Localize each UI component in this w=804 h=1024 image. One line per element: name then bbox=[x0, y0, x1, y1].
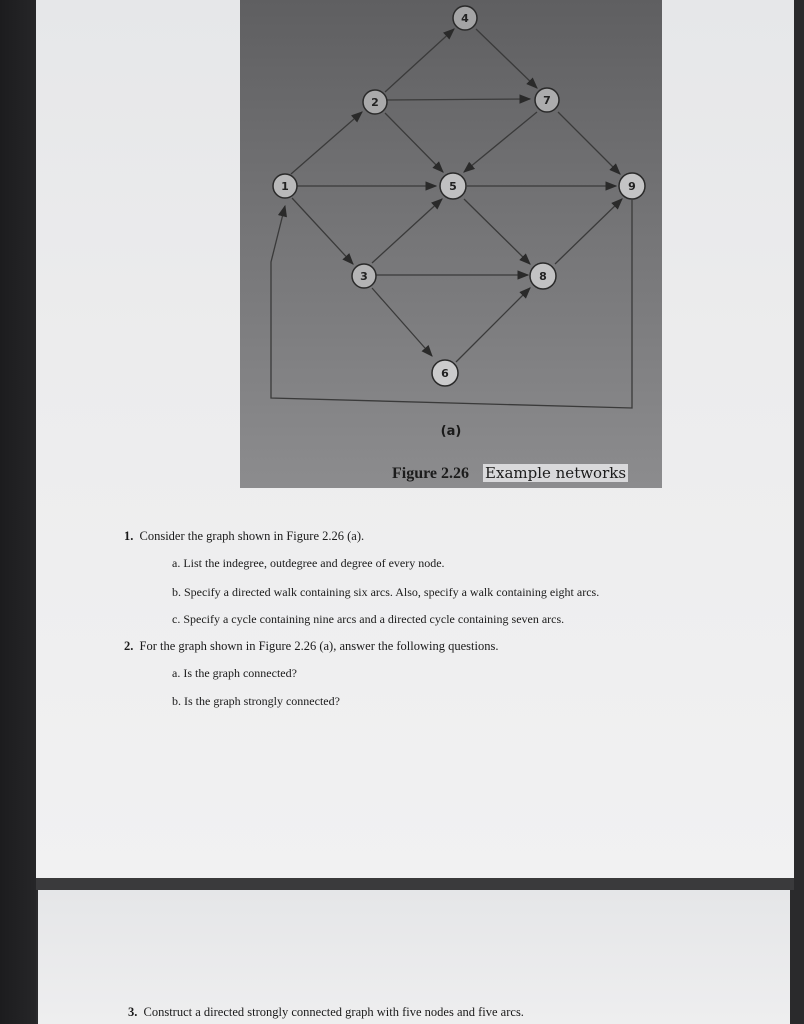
arc-2-4 bbox=[385, 29, 454, 92]
subfigure-label bbox=[240, 424, 662, 439]
question-text: For the graph shown in Figure 2.26 (a), answer the following questions. bbox=[139, 639, 499, 653]
part-text: Specify a cycle containing nine arcs and a directed cycle containing seven arcs. bbox=[183, 612, 565, 626]
part-label: b. bbox=[172, 694, 181, 708]
figure-caption bbox=[392, 464, 628, 483]
node-3 bbox=[352, 264, 376, 288]
arc-4-7 bbox=[476, 29, 537, 88]
document-page-2 bbox=[38, 890, 790, 1024]
screen-left-edge bbox=[0, 0, 36, 1024]
question-2 bbox=[124, 639, 498, 654]
svg-text:7: 7 bbox=[543, 94, 551, 107]
svg-text:3: 3 bbox=[360, 270, 368, 283]
question-1b bbox=[172, 585, 599, 600]
arc-3-6 bbox=[372, 288, 432, 356]
arc-7-9 bbox=[558, 112, 620, 174]
part-text: Specify a directed walk containing six arcs. Also, specify a walk containing eight arcs. bbox=[184, 585, 600, 599]
figure-caption-text: Example networks bbox=[485, 464, 627, 482]
arc-7-5 bbox=[464, 112, 537, 172]
node-2 bbox=[363, 90, 387, 114]
node-1 bbox=[273, 174, 297, 198]
question-number: 2. bbox=[124, 639, 134, 653]
arc-2-5 bbox=[385, 113, 443, 172]
node-9 bbox=[619, 173, 645, 199]
svg-text:9: 9 bbox=[628, 180, 636, 193]
arc-5-8 bbox=[464, 199, 530, 264]
question-2a bbox=[172, 666, 297, 681]
figure-2-26 bbox=[240, 0, 662, 488]
part-text: Is the graph connected? bbox=[183, 666, 297, 680]
question-number: 3. bbox=[128, 1005, 138, 1019]
part-label: a. bbox=[172, 666, 181, 680]
part-text: List the indegree, outdegree and degree of every node. bbox=[183, 556, 445, 570]
arc-1-2 bbox=[291, 112, 362, 174]
part-label: c. bbox=[172, 612, 181, 626]
question-1a bbox=[172, 556, 445, 571]
page-gap bbox=[36, 878, 794, 890]
node-7 bbox=[535, 88, 559, 112]
question-number: 1. bbox=[124, 529, 134, 543]
part-label: b. bbox=[172, 585, 181, 599]
svg-text:6: 6 bbox=[441, 367, 449, 380]
node-8 bbox=[530, 263, 556, 289]
arc-6-8 bbox=[456, 288, 530, 362]
part-label: a. bbox=[172, 556, 181, 570]
node-4 bbox=[453, 6, 477, 30]
svg-text:8: 8 bbox=[539, 270, 547, 283]
question-text: Construct a directed strongly connected graph with five nodes and five arcs. bbox=[143, 1005, 524, 1019]
node-5 bbox=[440, 173, 466, 199]
svg-text:4: 4 bbox=[461, 12, 469, 25]
question-3 bbox=[128, 1005, 524, 1020]
figure-caption-number: Figure 2.26 bbox=[392, 465, 470, 482]
document-page-1 bbox=[36, 0, 794, 878]
arc-3-5 bbox=[372, 199, 442, 263]
question-1 bbox=[124, 529, 364, 544]
svg-text:5: 5 bbox=[449, 180, 457, 193]
part-text: Is the graph strongly connected? bbox=[184, 694, 340, 708]
question-text: Consider the graph shown in Figure 2.26 (a). bbox=[139, 529, 365, 543]
svg-text:1: 1 bbox=[281, 180, 289, 193]
arc-1-3 bbox=[292, 198, 353, 264]
question-2b bbox=[172, 694, 340, 709]
question-1c bbox=[172, 612, 564, 627]
arc-2-7 bbox=[387, 99, 530, 100]
node-6 bbox=[432, 360, 458, 386]
svg-text:2: 2 bbox=[371, 96, 379, 109]
subfigure-label-text: (a) bbox=[440, 424, 462, 439]
arc-8-9 bbox=[555, 199, 622, 264]
network-graph bbox=[240, 0, 662, 488]
